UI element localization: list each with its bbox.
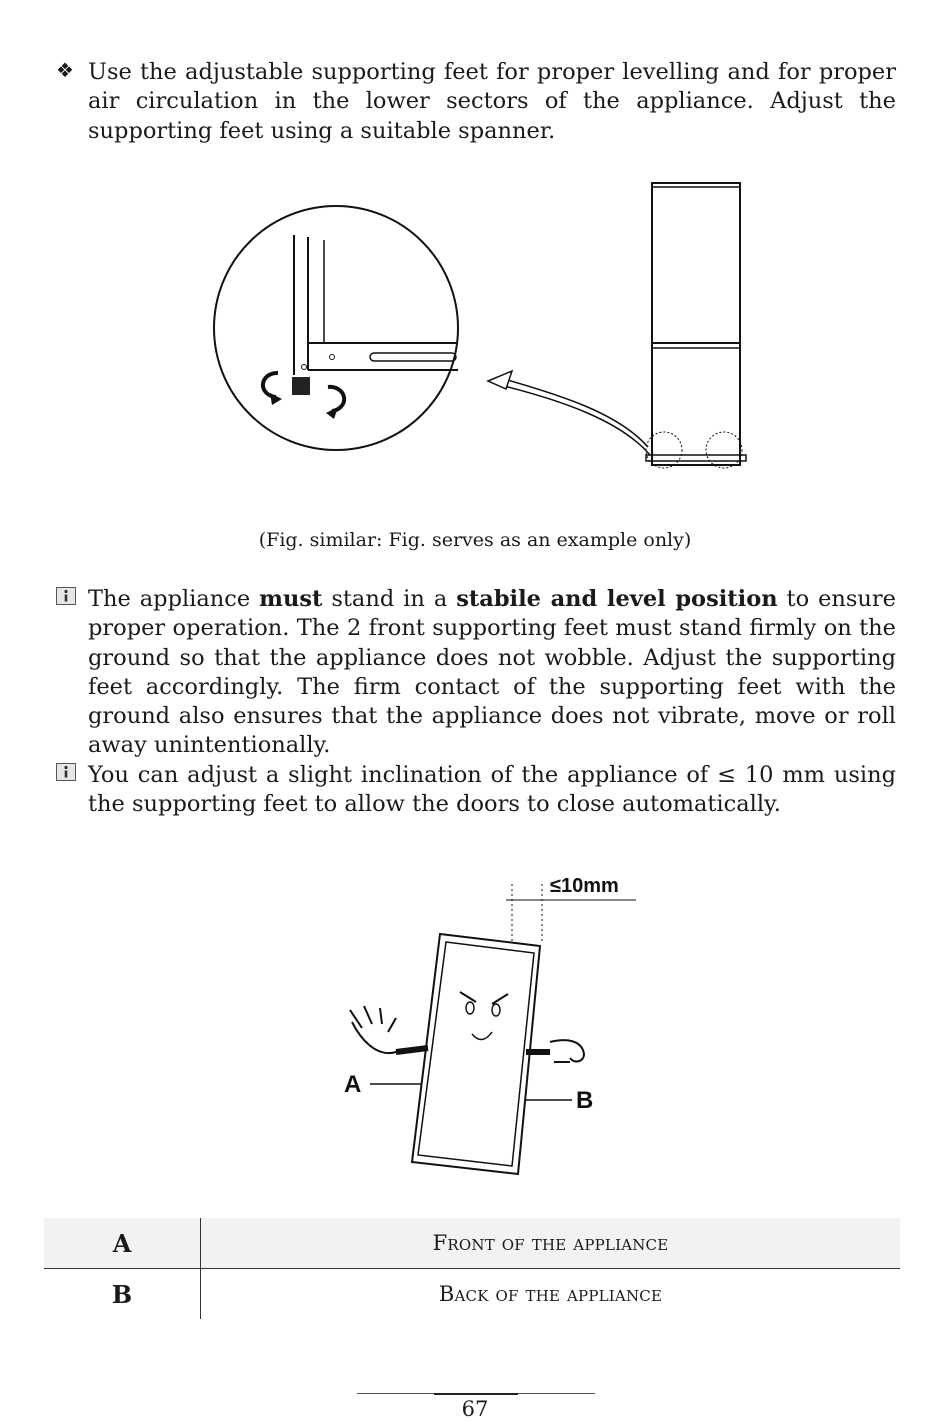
levelling-instruction: Use the adjustable supporting feet for proper levelling and for proper air circulation in the lower sectors of the appliance. Adjust the supporting feet using a suitable spanner. bbox=[88, 59, 896, 144]
figure-caption: (Fig. similar: Fig. serves as an example only) bbox=[258, 529, 692, 551]
adjustable-feet-figure bbox=[200, 175, 760, 515]
legend-table bbox=[44, 1218, 900, 1319]
page-number: 67 bbox=[461, 1397, 489, 1421]
table-row bbox=[44, 1218, 900, 1269]
legend-value: Back of the appliance bbox=[438, 1282, 663, 1306]
info-icon bbox=[56, 763, 76, 781]
legend-key: A bbox=[44, 1218, 201, 1269]
footer-divider-accent bbox=[434, 1393, 518, 1395]
legend-key: B bbox=[44, 1269, 201, 1320]
legend-value: Front of the appliance bbox=[201, 1218, 901, 1269]
label-b: B bbox=[576, 1087, 594, 1114]
dimension-label: ≤10mm bbox=[550, 875, 619, 897]
inclination-note: You can adjust a slight inclination of the appliance of ≤ 10 mm using the supporting feet to allow the doors to close automatically. bbox=[88, 762, 896, 818]
info-icon bbox=[56, 587, 76, 605]
level-position-note: The appliance must stand in a stabile and level position to ensure proper operation. The 2 front supporting feet must stand firmly on the ground so that the appliance does not wobble. Adjust the supporting feet accordingly. The firm contact of the supporting feet with the ground also ensures that the appliance does not vibrate, move or roll away unintentionally. bbox=[88, 586, 896, 759]
inclination-figure bbox=[330, 862, 650, 1182]
bullet-icon: ❖ bbox=[56, 58, 74, 82]
label-a: A bbox=[344, 1071, 362, 1098]
table-row bbox=[44, 1269, 900, 1320]
